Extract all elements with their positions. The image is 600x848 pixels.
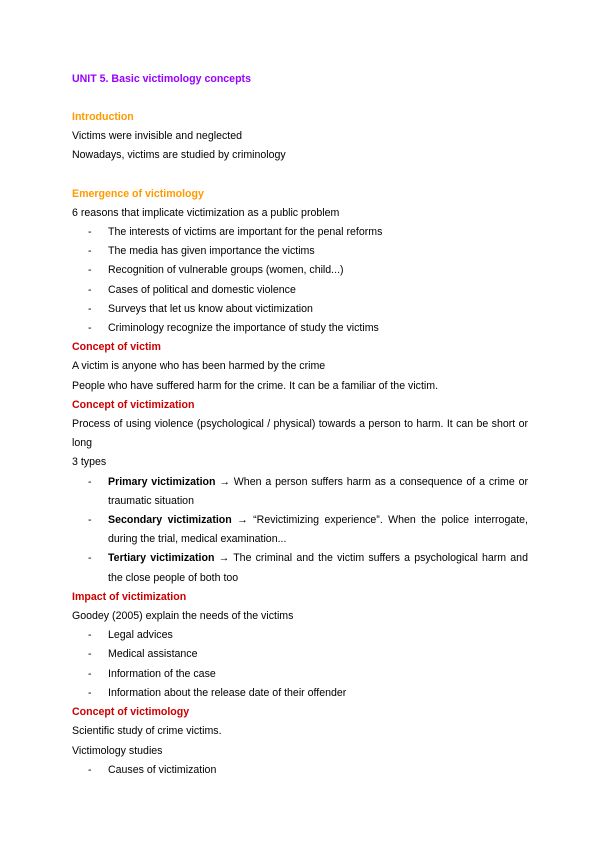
list-item-text: Recognition of vulnerable groups (women, child...) (108, 264, 344, 277)
victim-line-1: A victim is anyone who has been harmed by the crime (72, 360, 326, 373)
list-item-text: Criminology recognize the importance of study the victims (108, 322, 379, 335)
list-item-text: The media has given importance the victims (108, 245, 315, 258)
spacer (72, 89, 528, 108)
list-item (72, 761, 528, 780)
list-item-text: Legal advices (108, 629, 173, 642)
list-dash: - (88, 648, 92, 661)
list-dash: - (88, 686, 92, 699)
list-item-text: Medical assistance (108, 648, 198, 661)
list-item (72, 261, 528, 280)
type-description: The criminal and the victim suffers a psychological harm and the close people of both too (108, 552, 528, 584)
list-item (72, 300, 528, 319)
intro-line-2: Nowadays, victims are studied by criminology (72, 149, 286, 162)
emergence-intro: 6 reasons that implicate victimization as a public problem (72, 206, 340, 219)
arrow-icon: → (218, 552, 230, 565)
list-item (72, 645, 528, 664)
arrow-icon: → (219, 475, 230, 488)
spacer (72, 166, 528, 185)
section-heading-introduction: Introduction (72, 111, 134, 123)
list-dash: - (88, 629, 92, 642)
list-item (72, 242, 528, 261)
list-dash: - (88, 264, 92, 277)
type-term: Tertiary victimization (108, 552, 215, 565)
type-term: Secondary victimization (108, 514, 232, 527)
list-dash: - (88, 552, 92, 565)
list-dash: - (88, 763, 92, 776)
list-item (72, 665, 528, 684)
victim-line-2: People who have suffered harm for the crime. It can be a familiar of the victim. (72, 379, 439, 392)
list-item (72, 281, 528, 300)
list-dash: - (88, 283, 92, 296)
arrow-icon: → (237, 514, 248, 527)
list-item-text: Cases of political and domestic violence (108, 283, 296, 296)
type-description: “Revictimizing experience”. When the police interrogate, during the trial, medical examination... (108, 514, 529, 546)
page-title: UNIT 5. Basic victimology concepts (72, 73, 251, 85)
victimization-types-intro: 3 types (72, 456, 107, 469)
list-item (72, 549, 528, 587)
list-item (72, 511, 528, 549)
section-heading-emergence: Emergence of victimology (72, 187, 204, 200)
victimology-line-1: Scientific study of crime victims. (72, 725, 222, 738)
list-item-text (108, 549, 528, 587)
victimology-list (72, 761, 528, 780)
list-dash: - (88, 475, 92, 488)
list-item (72, 223, 528, 242)
list-item-text: Surveys that let us know about victimization (108, 302, 313, 315)
document-page (72, 70, 528, 780)
list-item (72, 319, 528, 338)
list-item-text (108, 511, 528, 549)
type-term: Primary victimization (108, 475, 216, 488)
list-dash: - (88, 245, 92, 258)
list-dash: - (88, 667, 92, 680)
victimology-line-2: Victimology studies (72, 744, 163, 757)
list-dash: - (88, 322, 92, 335)
list-item (72, 473, 528, 511)
list-item (72, 626, 528, 645)
section-heading-impact: Impact of victimization (72, 590, 187, 603)
section-heading-concept-victim: Concept of victim (72, 341, 161, 354)
intro-line-1: Victims were invisible and neglected (72, 130, 242, 143)
section-heading-concept-victimology: Concept of victimology (72, 706, 190, 719)
list-item-text (108, 473, 528, 511)
list-item-text: Causes of victimization (108, 763, 217, 776)
list-dash: - (88, 514, 92, 527)
list-dash: - (88, 302, 92, 315)
section-heading-concept-victimization: Concept of victimization (72, 398, 195, 411)
list-dash: - (88, 226, 92, 239)
victimization-definition: Process of using violence (psychological / physical) towards a person to harm. It can be short or long (72, 418, 528, 450)
type-description: When a person suffers harm as a consequence of a crime or traumatic situation (108, 475, 528, 507)
list-item-text: The interests of victims are important for the penal reforms (108, 226, 383, 239)
victimization-types-list (72, 473, 528, 588)
list-item-text: Information of the case (108, 667, 216, 680)
emergence-list (72, 223, 528, 338)
impact-list (72, 626, 528, 703)
list-item (72, 684, 528, 703)
list-item-text: Information about the release date of their offender (108, 686, 347, 699)
impact-intro: Goodey (2005) explain the needs of the victims (72, 610, 294, 623)
